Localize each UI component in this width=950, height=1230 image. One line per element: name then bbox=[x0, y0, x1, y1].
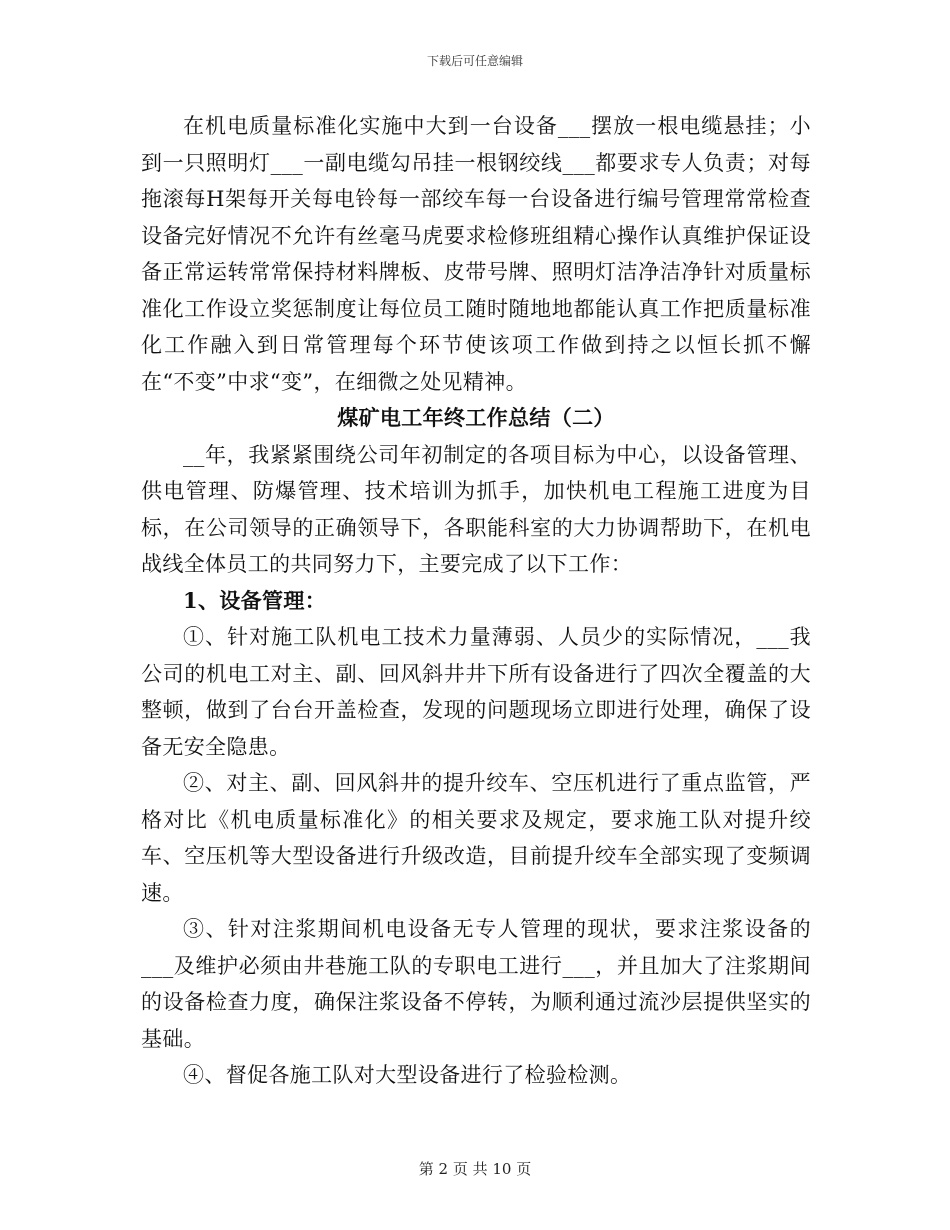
page-header: 下载后可任意编辑 bbox=[426, 54, 523, 68]
page-footer: 第 2 页 共 10 页 bbox=[418, 1160, 532, 1178]
list-item: ②、对主、副、回风斜井的提升绞车、空压机进行了重点监管，严格对比《机电质量标准化》的相关要求及规定，要求施工队对提升绞车、空压机等大型设备进行升级改造，目前提升绞车全部实现了变频调速。 bbox=[141, 771, 811, 905]
intro-paragraph: __年，我紧紧围绕公司年初制定的各项目标为中心，以设备管理、供电管理、防爆管理、技术培训为抓手，加快机电工程施工进度为目标，在公司领导的正确领导下，各职能科室的大力协调帮助下，在机电战线全体员工的共同努力下，主要完成了以下工作： bbox=[141, 442, 811, 576]
list-item: ①、针对施工队机电工技术力量薄弱、人员少的实际情况，___我公司的机电工对主、副、回风斜井井下所有设备进行了四次全覆盖的大整顿，做到了台台开盖检查，发现的问题现场立即进行处理，确保了设备无安全隐患。 bbox=[141, 625, 811, 759]
section-title: 煤矿电工年终工作总结（二） bbox=[337, 405, 615, 430]
subheading-equipment-management: 1、设备管理： bbox=[183, 587, 327, 613]
document-body bbox=[141, 108, 811, 1094]
paragraph-quality-standardization: 在机电质量标准化实施中大到一台设备___摆放一根电缆悬挂；小到一只照明灯___一副电缆勾吊挂一根钢绞线___都要求专人负责；对每拖滚每H架每开关每电铃每一部绞车每一台设备进行编号管理常常检查设备完好情况不允许有丝毫马虎要求检修班组精心操作认真维护保证设备正常运转常常保持材料牌板、皮带号牌、照明灯洁净洁净针对质量标准化工作设立奖惩制度让每位员工随时随地地都能认真工作把质量标准化工作融入到日常管理每个环节使该项工作做到持之以恒长抓不懈在“不变”中求“变”，在细微之处见精神。 bbox=[141, 114, 811, 394]
list-item: ③、针对注浆期间机电设备无专人管理的现状，要求注浆设备的___及维护必须由井巷施工队的专职电工进行___，并且加大了注浆期间的设备检查力度，确保注浆设备不停转，为顺利通过流沙层提供坚实的基础。 bbox=[141, 917, 811, 1051]
list-item: ④、督促各施工队对大型设备进行了检验检测。 bbox=[183, 1063, 632, 1087]
